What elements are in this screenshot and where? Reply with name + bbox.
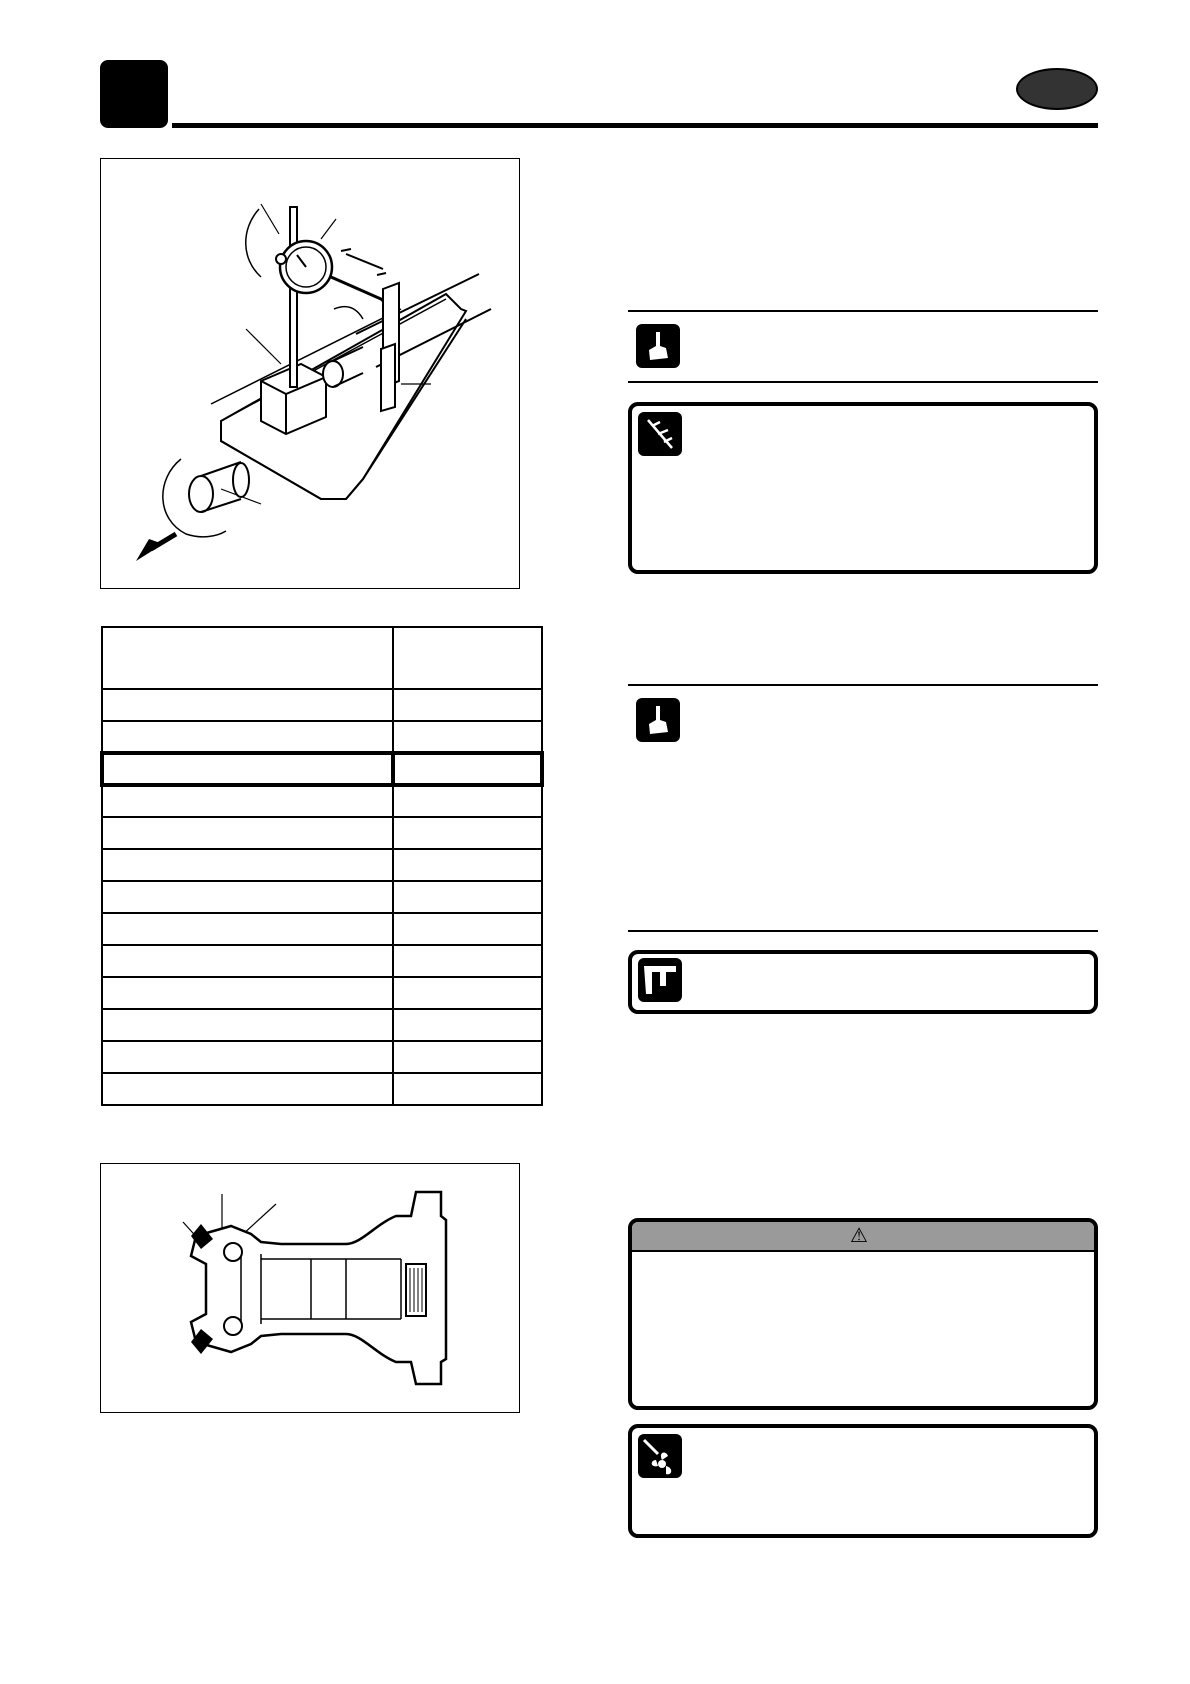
note-2-top-rule — [628, 684, 1098, 686]
table-cell — [102, 785, 393, 817]
pointing-hand-icon — [636, 698, 680, 742]
table-cell — [393, 785, 542, 817]
table-cell — [393, 945, 542, 977]
table-header-cell — [102, 627, 393, 689]
table-cell — [393, 721, 542, 753]
warning-triangle-icon: ⚠ — [850, 1225, 868, 1247]
table-cell — [102, 721, 393, 753]
table-cell — [393, 881, 542, 913]
table-header-row — [102, 627, 542, 689]
table-row — [102, 849, 542, 881]
spec-box-1-text — [694, 414, 1074, 554]
note-1-top-rule — [628, 310, 1098, 312]
table-cell — [102, 849, 393, 881]
table-row — [102, 881, 542, 913]
table-cell — [102, 817, 393, 849]
table-cell — [102, 881, 393, 913]
figure-housing-cross-section — [100, 1163, 520, 1413]
intro-text — [628, 158, 1098, 298]
special-tool-panel — [628, 1424, 1098, 1538]
header-rule — [172, 123, 1098, 128]
note-2-bottom-rule — [628, 930, 1098, 932]
special-tool-text — [694, 1436, 1074, 1522]
table-cell — [393, 689, 542, 721]
warning-text — [644, 1260, 1080, 1390]
table-cell — [102, 689, 393, 721]
table-cell — [393, 913, 542, 945]
table-cell — [102, 945, 393, 977]
table-cell — [393, 1073, 542, 1105]
table-row — [102, 913, 542, 945]
spec-box-2 — [628, 950, 1098, 1014]
table-row — [102, 817, 542, 849]
table-cell — [102, 977, 393, 1009]
step-text — [628, 600, 1098, 670]
figure-dial-gauge-setup — [100, 158, 520, 589]
table-row — [102, 689, 542, 721]
caliper-icon — [638, 958, 682, 1002]
table-cell — [393, 817, 542, 849]
table-row-highlighted — [102, 753, 542, 785]
table-row — [102, 721, 542, 753]
table-row — [102, 977, 542, 1009]
table-row — [102, 1073, 542, 1105]
warning-header-bar — [632, 1222, 1094, 1252]
note-2-text — [694, 700, 1094, 920]
spec-box-1 — [628, 402, 1098, 574]
language-badge — [1016, 68, 1098, 110]
table-cell — [102, 913, 393, 945]
housing-cross-section-illustration — [101, 1164, 519, 1412]
warning-panel — [628, 1218, 1098, 1410]
table-row — [102, 1041, 542, 1073]
table-row — [102, 1009, 542, 1041]
table-cell — [102, 1009, 393, 1041]
propeller-tool-icon — [638, 1434, 682, 1478]
table-row — [102, 785, 542, 817]
note-1-text — [694, 326, 1094, 366]
table-cell — [393, 753, 542, 785]
table-cell — [393, 977, 542, 1009]
table-cell — [102, 753, 393, 785]
table-cell — [102, 1041, 393, 1073]
table-row — [102, 945, 542, 977]
table-cell — [393, 1009, 542, 1041]
table-cell — [393, 849, 542, 881]
chapter-tab — [100, 60, 168, 128]
spec-table — [100, 626, 544, 1106]
table-cell — [393, 1041, 542, 1073]
note-1-bottom-rule — [628, 381, 1098, 383]
dial-gauge-setup-illustration — [101, 159, 519, 588]
pointing-hand-icon — [636, 324, 680, 368]
dial-gauge-icon — [638, 412, 682, 456]
table-header-cell — [393, 627, 542, 689]
spec-table-container — [100, 626, 544, 1106]
table-cell — [102, 1073, 393, 1105]
spec-box-2-text — [694, 966, 1074, 996]
